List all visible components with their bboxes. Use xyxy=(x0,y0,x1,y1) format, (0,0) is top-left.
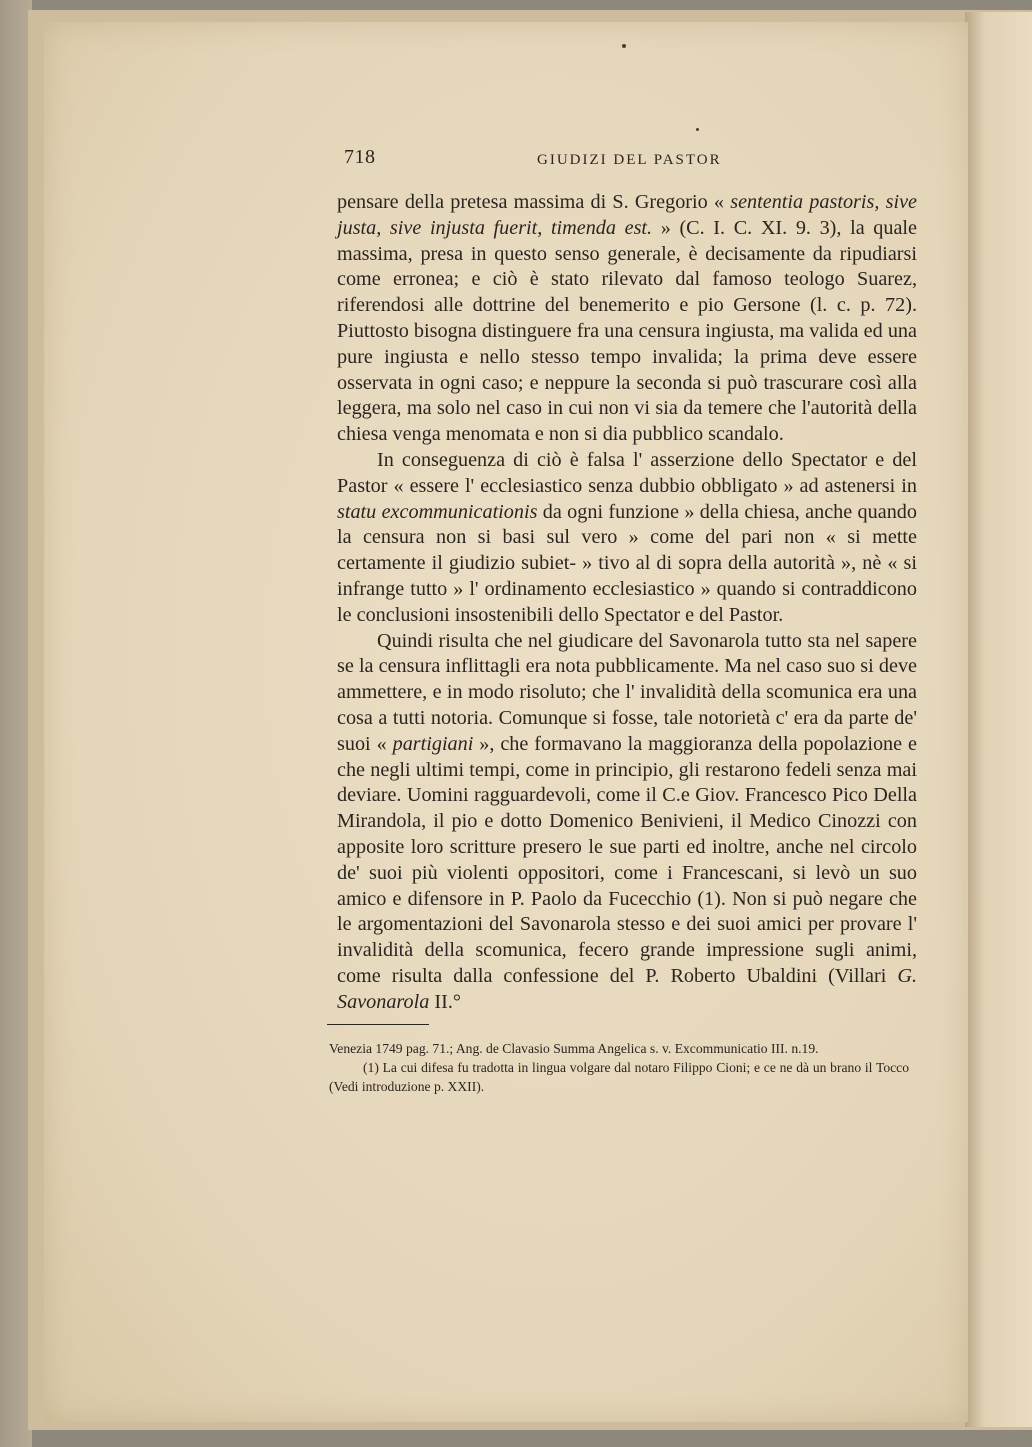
italic-text: statu excommunicationis xyxy=(337,500,538,523)
italic-text: partigiani xyxy=(392,732,474,755)
page-content xyxy=(329,140,917,1096)
paragraph xyxy=(337,629,917,1016)
text-run: » (C. I. C. XI. 9. 3), la quale massima, presa in questo senso generale, è decisamente da ripudiarsi come erronea; e ciò è stato rilevato dal famoso teologo Suarez, riferendosi alle dottrine del benemerito e pio Gersone (l. c. p. 72). Piuttosto bisogna distinguere fra una censura ingiusta, ma valida ed una pure ingiusta e nello stesso tempo invalida; la prima deve essere osservata in ogni caso; e neppure la seconda si può trascurare così alla leggera, ma solo nel caso in cui non vi sia da temere che l'autorità della chiesa venga menomata e non si dia pubblico scandalo. xyxy=(337,216,917,446)
text-run: In conseguenza di ciò è falsa l' asserzione dello Spectator e del Pastor « essere l' ecclesiastico senza dubbio obbligato » ad astenersi in xyxy=(337,448,917,497)
text-run: », che formavano la maggioranza della popolazione e che negli ultimi tempi, come in principio, gli restarono fedeli senza mai deviare. Uomini ragguardevoli, come il C.e Giov. Francesco Pico Della Mirandola, il pio e dotto Domenico Benivieni, il Medico Cinozzi con apposite loro scritture presero le sue parti ed inoltre, anche nel circolo de' suoi più violenti oppositori, come i Francescani, si levò un suo amico e difensore in P. Paolo da Fucecchio (1). Non si può negare che le argomentazioni del Savonarola stesso e dei suoi amici per provare l' invalidità della scomunica, fecero grande impressione sugli animi, come risulta dalla confessione del P. Roberto Ubaldini (Villari xyxy=(337,732,917,987)
italic-text: G. Savonarola xyxy=(337,964,917,1013)
facing-page-edge xyxy=(965,12,1032,1427)
italic-text: sententia pastoris, sive justa, sive injusta fuerit, timenda est. xyxy=(337,191,917,239)
text-run: II.° xyxy=(429,990,461,1013)
ink-speck xyxy=(696,128,699,131)
running-head xyxy=(337,140,917,180)
footnotes xyxy=(329,1039,909,1096)
footnote-continuation: Venezia 1749 pag. 71.; Ang. de Clavasio Summa Angelica s. v. Excommunicatio III. n.19. xyxy=(329,1040,819,1056)
paragraph xyxy=(337,190,917,448)
text-run: pensare della pretesa massima di S. Gregorio « xyxy=(337,191,731,213)
footnote-1: (1) La cui difesa fu tradotta in lingua volgare dal notaro Filippo Cioni; e ce ne dà un brano il Tocco (Vedi introduzione p. XXII). xyxy=(329,1059,909,1094)
running-title: GIUDIZI DEL PASTOR xyxy=(537,152,722,168)
text-run: da ogni funzione » della chiesa, anche quando la censura non si basi sul vero » come del pari non « si mette certamente il giudizio subiet- » tivo al di sopra della autorità », nè « si infrange tutto » l' ordinamento ecclesiastico » quando si contraddicono le conclusioni insostenibili dello Spectator e del Pastor. xyxy=(337,500,917,626)
page-number: 718 xyxy=(344,146,376,168)
paragraph xyxy=(337,448,917,629)
ink-speck xyxy=(622,44,626,48)
body-text xyxy=(337,190,917,1016)
text-run: Quindi risulta che nel giudicare del Savonarola tutto sta nel sapere se la censura inflittagli era nota pubblicamente. Ma nel caso suo si deve ammettere, e in modo risoluto; che l' invalidità della scomunica era una cosa a tutti notoria. Comunque si fosse, tale notorietà c' era da parte de' suoi « xyxy=(337,629,917,755)
footnote-separator xyxy=(327,1024,429,1025)
